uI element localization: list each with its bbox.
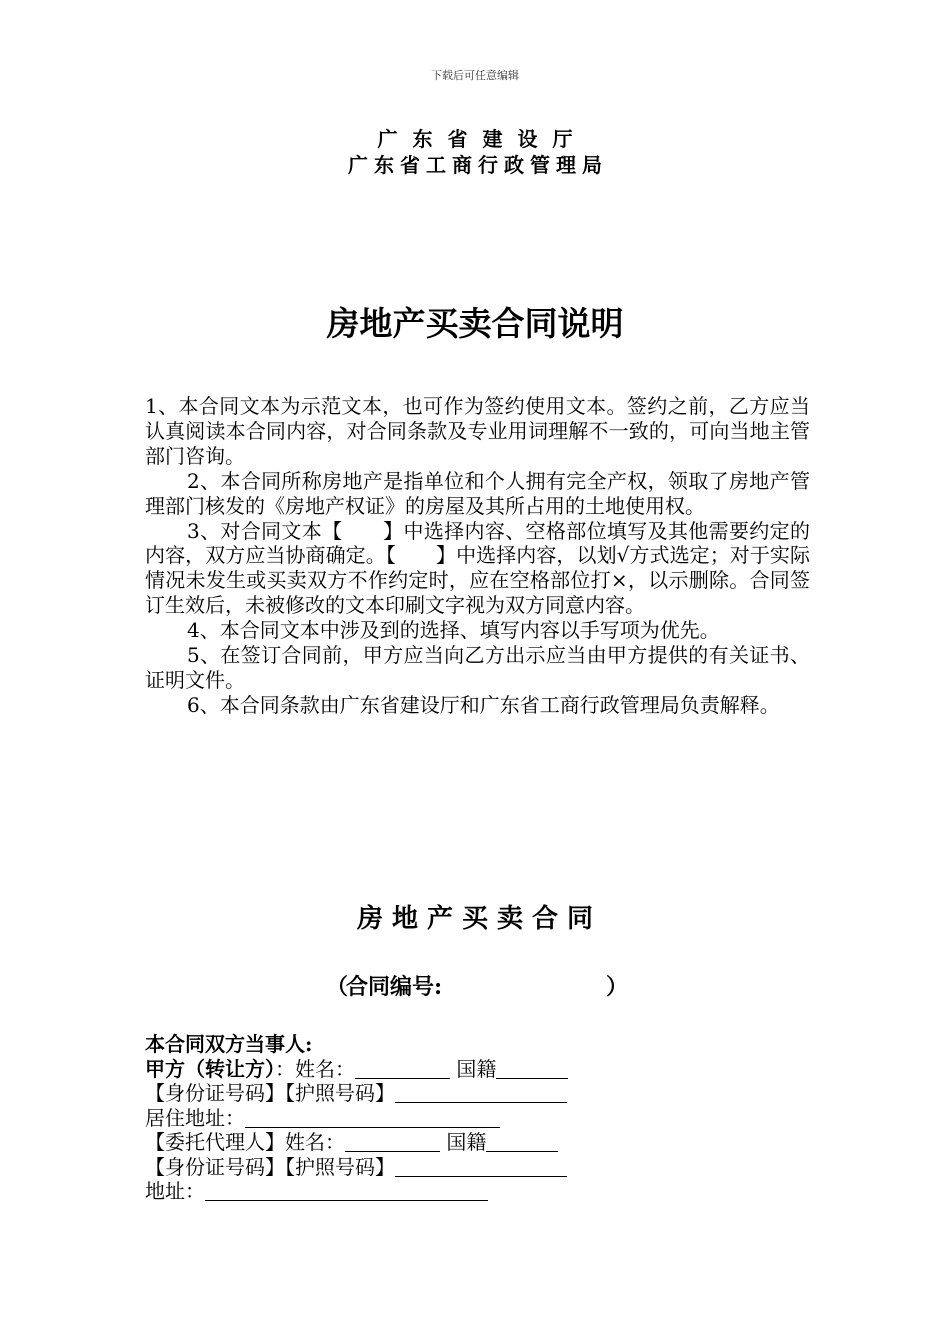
- agent-id-row: [145, 1155, 645, 1180]
- agent-id-number-label: 【身份证号码】【护照号码】: [145, 1154, 395, 1179]
- id-number-label: 【身份证号码】【护照号码】: [145, 1081, 395, 1105]
- agent-address-row: [145, 1179, 645, 1204]
- contract-number-open-paren: （: [326, 974, 349, 1000]
- party-a-name-field[interactable]: [355, 1059, 450, 1079]
- address-label: 地址：: [145, 1179, 205, 1203]
- parties-heading: 本合同双方当事人:: [145, 1032, 313, 1056]
- instructions-list: [145, 394, 810, 718]
- contract-number-label: 合同编号:: [346, 974, 443, 1000]
- party-a-id-row: [145, 1081, 645, 1106]
- issuer-construction-department: 广东省建设厅: [377, 127, 588, 151]
- agent-name-field[interactable]: [345, 1132, 440, 1152]
- party-a-name-row: [145, 1057, 645, 1082]
- instruction-item-1: 1、本合同文本为示范文本，也可作为签约使用文本。签约之前，乙方应当认真阅读本合同内容，对合同条款及专业用词理解不一致的，可向当地主管部门咨询。: [145, 394, 810, 468]
- contract-number-close-paren: ）: [606, 974, 629, 1000]
- party-a-id-field[interactable]: [395, 1083, 567, 1103]
- agent-nationality-label: 国籍: [446, 1130, 487, 1154]
- parties-section: [145, 1032, 645, 1204]
- instruction-item-3: 3、对合同文本【 】中选择内容、空格部位填写及其他需要约定的内容，双方应当协商确定。【 】中选择内容，以划√方式选定；对于实际情况未发生或买卖双方不作约定时，应在空格部位打×，以示删除。合同签订生效后，未被修改的文本印刷文字视为双方同意内容。: [145, 518, 810, 618]
- contract-title: 房地产买卖合同: [356, 904, 602, 934]
- residence-label: 居住地址：: [145, 1105, 245, 1130]
- instruction-item-4: 4、本合同文本中涉及到的选择、填写内容以手写项为优先。: [187, 618, 720, 643]
- agent-address-field[interactable]: [205, 1181, 488, 1201]
- agent-name-label: 【委托代理人】姓名：: [145, 1130, 345, 1154]
- party-a-residence-field[interactable]: [245, 1108, 500, 1128]
- nationality-label: 国籍: [456, 1056, 497, 1081]
- instruction-item-5: 5、在签订合同前，甲方应当向乙方出示应当由甲方提供的有关证书、证明文件。: [145, 643, 810, 692]
- instruction-item-6: 6、本合同条款由广东省建设厅和广东省工商行政管理局负责解释。: [187, 692, 780, 717]
- party-a-residence-row: [145, 1106, 645, 1131]
- issuer-industry-commerce-bureau: 广东省工商行政管理局: [348, 153, 608, 177]
- watermark-text: 下载后可任意编辑: [431, 69, 519, 82]
- party-a-label: 甲方（转让方）: [145, 1056, 275, 1081]
- agent-nationality-field[interactable]: [486, 1132, 558, 1152]
- instructions-title: 房地产买卖合同说明: [326, 304, 624, 343]
- agent-name-row: [145, 1130, 645, 1155]
- name-label: ：姓名：: [275, 1056, 355, 1081]
- party-a-nationality-field[interactable]: [496, 1059, 568, 1079]
- agent-id-field[interactable]: [395, 1157, 567, 1177]
- instruction-item-2: 2、本合同所称房地产是指单位和个人拥有完全产权，领取了房地产管理部门核发的《房地产权证》的房屋及其所占用的土地使用权。: [145, 468, 810, 518]
